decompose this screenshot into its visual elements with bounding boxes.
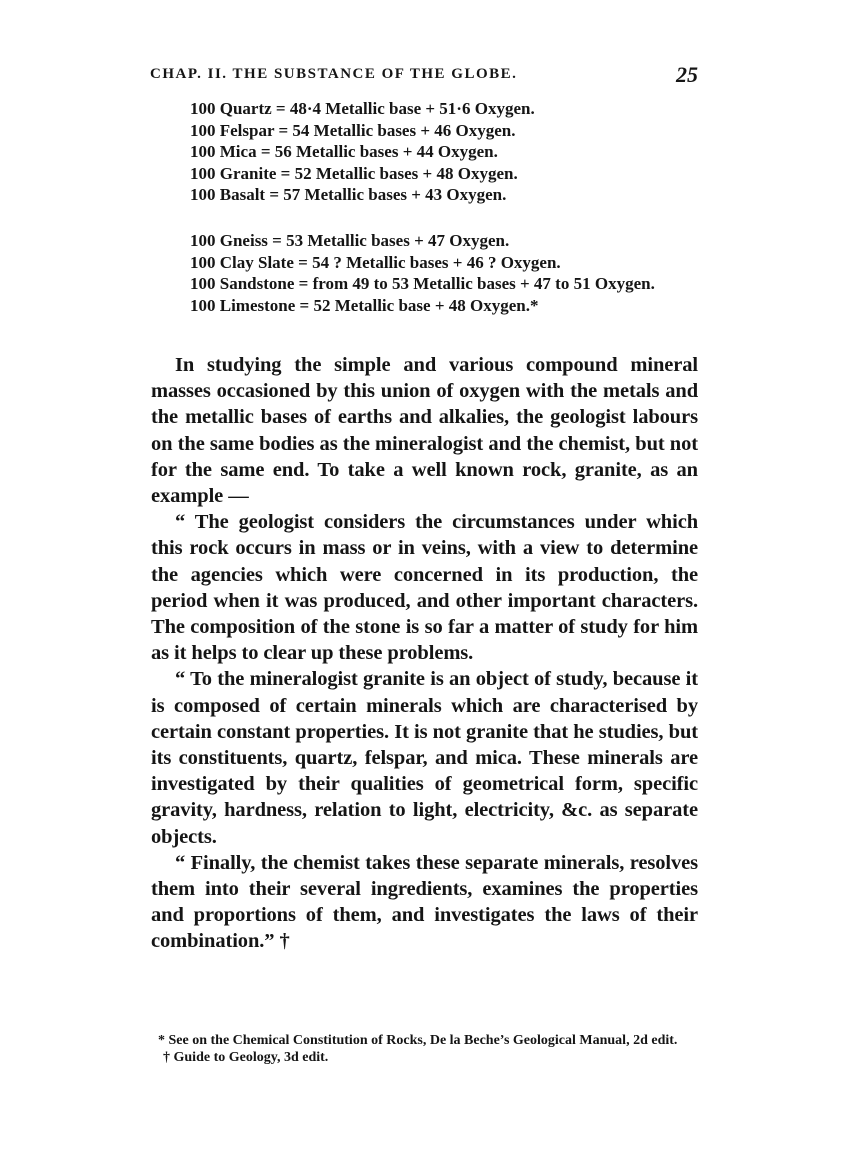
composition-row: 100 Basalt = 57 Metallic bases + 43 Oxygen. xyxy=(190,185,507,204)
composition-row: 100 Sandstone = from 49 to 53 Metallic bases + 47 to 51 Oxygen. xyxy=(190,274,655,293)
composition-row: 100 Quartz = 48·4 Metallic base + 51·6 Oxygen. xyxy=(190,99,535,118)
composition-row: 100 Granite = 52 Metallic bases + 48 Oxygen. xyxy=(190,163,518,183)
composition-table-b xyxy=(190,230,710,316)
page-header xyxy=(150,62,698,88)
footnotes xyxy=(158,1033,703,1066)
page-number: 25 xyxy=(676,62,698,87)
composition-row: 100 Clay Slate = 54 ? Metallic bases + 46 ? Oxygen. xyxy=(190,252,561,272)
quoted-paragraph: “ The geologist considers the circumstances under which this rock occurs in mass or in veins, with a view to determine the agencies which were concerned in its production, the period when it was produced, and other important characters. The composition of the stone is so far a matter of study for him as it helps to clear up these problems. xyxy=(151,511,698,665)
composition-row: 100 Gneiss = 53 Metallic bases + 47 Oxygen. xyxy=(190,231,510,250)
composition-row: 100 Felspar = 54 Metallic bases + 46 Oxygen. xyxy=(190,120,516,140)
paragraph: In studying the simple and various compound mineral masses occasioned by this union of oxygen with the metals and the metallic bases of earths and alkalies, the geologist labours on the same bodies as the mineralogist and the chemist, but not for the same end. To take a well known rock, granite, as an example — xyxy=(151,354,698,508)
footnote: * See on the Chemical Constitution of Rocks, De la Beche’s Geological Manual, 2d edit. xyxy=(158,1033,678,1048)
composition-table-a xyxy=(190,98,710,206)
quoted-paragraph: “ To the mineralogist granite is an object of study, because it is composed of certain minerals which are characterised by certain constant properties. It is not granite that he studies, but its constituents, quartz, felspar, and mica. These minerals are investigated by their qualities of geometrical form, specific gravity, hardness, relation to light, electricity, &c. as separate objects. xyxy=(151,668,698,848)
composition-row: 100 Mica = 56 Metallic bases + 44 Oxygen. xyxy=(190,142,498,161)
footnote: † Guide to Geology, 3d edit. xyxy=(163,1049,329,1065)
composition-row: 100 Limestone = 52 Metallic base + 48 Oxygen.* xyxy=(190,295,539,315)
body-text xyxy=(151,352,698,955)
running-head: CHAP. II. THE SUBSTANCE OF THE GLOBE. xyxy=(150,66,518,82)
quoted-paragraph: “ Finally, the chemist takes these separate minerals, resolves them into their several ingredients, examines the properties and proportions of them, and investigates the laws of their combination.” † xyxy=(151,851,698,953)
